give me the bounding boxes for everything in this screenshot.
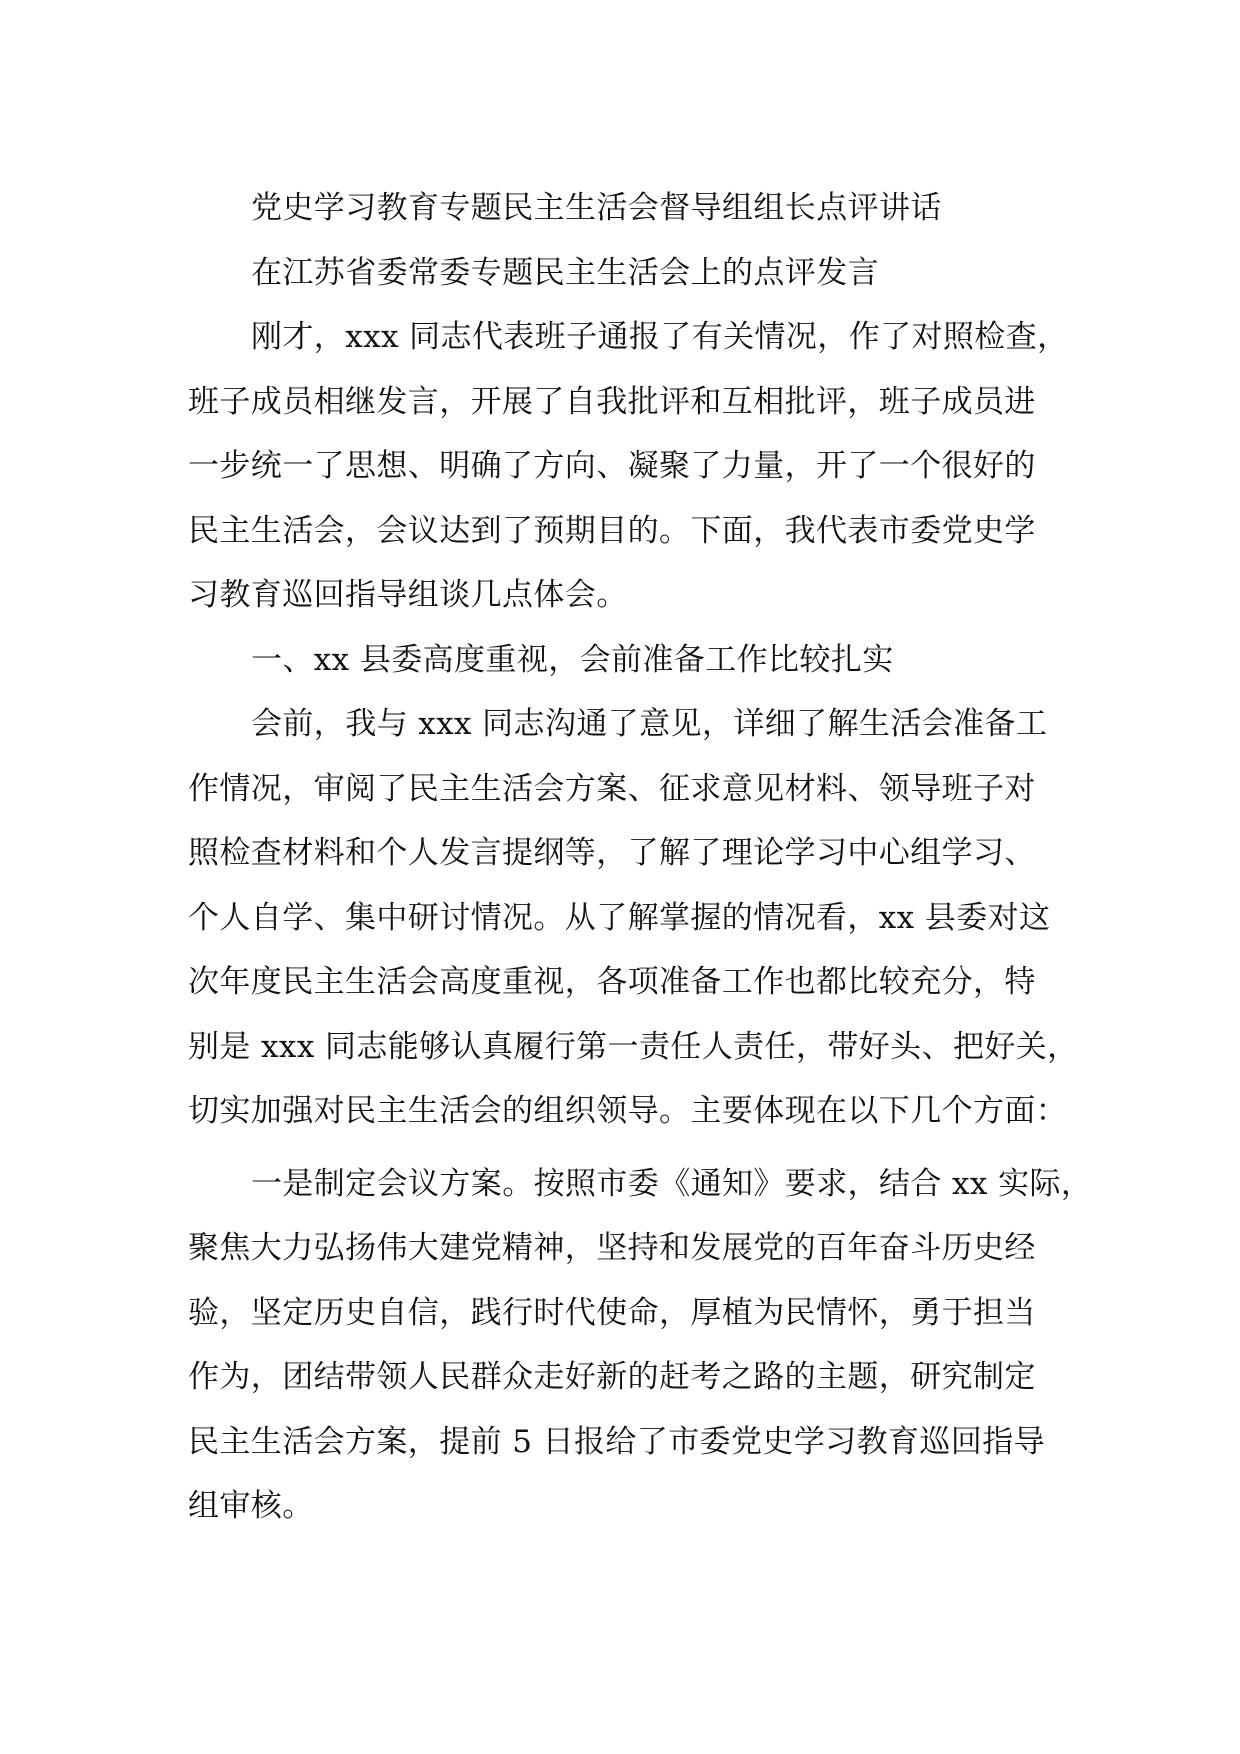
paragraph-line: 一步统一了思想、明确了方向、凝聚了力量，开了一个很好的 [188,448,1036,484]
paragraph-line: 聚焦大力弘扬伟大建党精神，坚持和发展党的百年奋斗历史经 [188,1230,1036,1266]
paragraph-line: 切实加强对民主生活会的组织领导。主要体现在以下几个方面： [188,1093,1068,1129]
paragraph-line: 组审核。 [188,1488,314,1524]
paragraph-line: 作为，团结带领人民群众走好新的赶考之路的主题，研究制定 [188,1359,1036,1395]
paragraph-line: 验，坚定历史自信，践行时代使命，厚植为民情怀，勇于担当 [188,1294,1036,1331]
paragraph-line: 民主生活会，会议达到了预期目的。下面，我代表市委党史学 [188,512,1036,549]
document-page [188,176,1093,1539]
paragraph-line: 别是 xxx 同志能够认真履行第一责任人责任，带好头、把好关， [188,1028,1079,1065]
paragraph-line: 作情况，审阅了民主生活会方案、征求意见材料、领导班子对 [188,770,1036,807]
document-title: 党史学习教育专题民主生活会督导组组长点评讲话 [251,190,942,226]
document-subtitle: 在江苏省委常委专题民主生活会上的点评发言 [251,254,879,291]
paragraph-line: 一是制定会议方案。按照市委《通知》要求，结合 xx 实际， [251,1165,1093,1202]
paragraph-line: 照检查材料和个人发言提纲等，了解了理论学习中心组学习、 [188,835,1036,871]
paragraph-spacer [188,1144,1088,1152]
paragraph-line: 民主生活会方案，提前 5 日报给了市委党史学习教育巡回指导 [188,1423,1046,1460]
paragraph-meeting-plan [188,1152,1093,1539]
paragraph-line: 次年度民主生活会高度重视，各项准备工作也都比较充分，特 [188,964,1036,1000]
paragraph-line: 个人自学、集中研讨情况。从了解掌握的情况看，xx 县委对这 [188,899,1051,936]
paragraph-preparation [188,692,1088,1144]
section-heading-1: 一、xx 县委高度重视，会前准备工作比较扎实 [251,641,894,678]
paragraph-line: 会前，我与 xxx 同志沟通了意见，详细了解生活会准备工 [251,706,1048,742]
paragraph-line: 刚才，xxx 同志代表班子通报了有关情况，作了对照检查， [251,319,1069,355]
paragraph-line: 习教育巡回指导组谈几点体会。 [188,577,628,613]
paragraph-opening [188,305,1088,628]
paragraph-line: 班子成员相继发言，开展了自我批评和互相批评，班子成员进 [188,383,1036,420]
